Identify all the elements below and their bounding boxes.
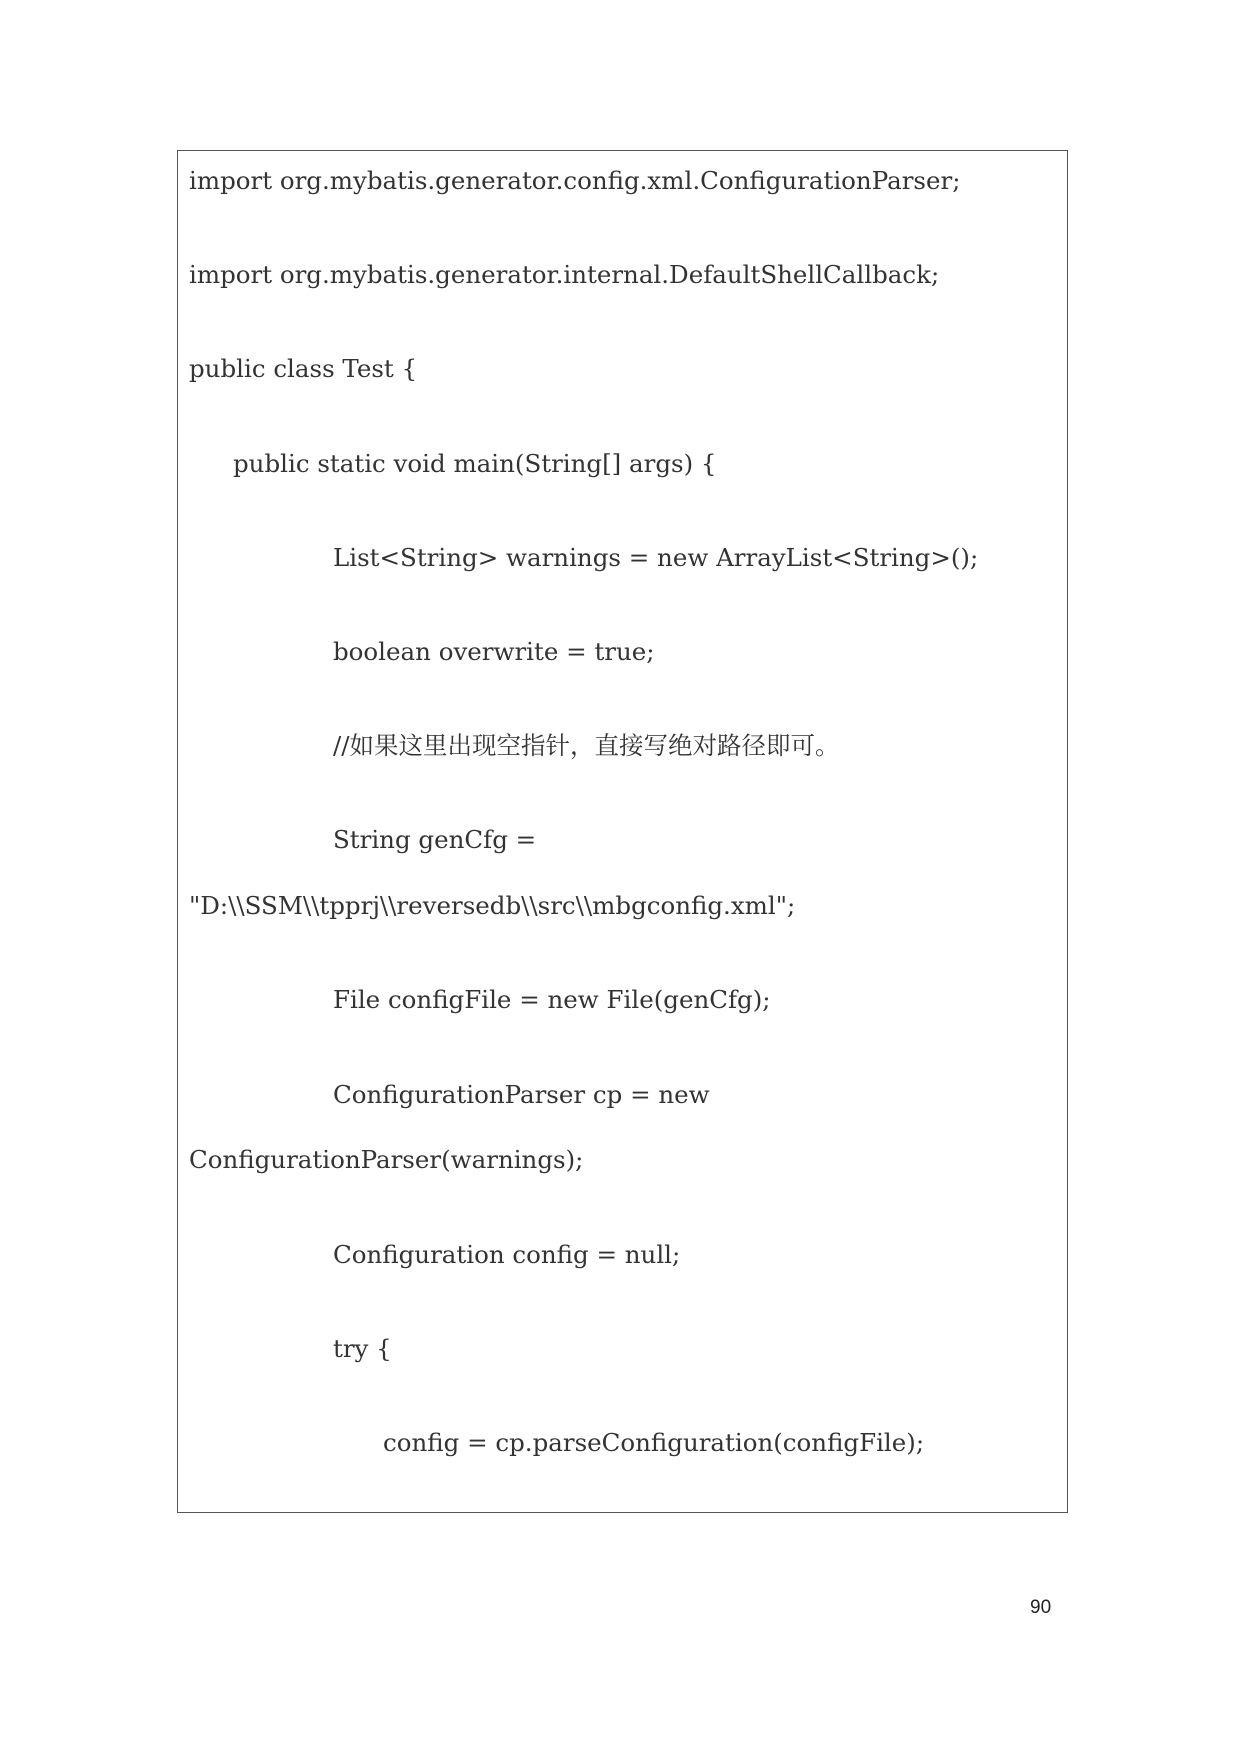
page-number: 90: [1030, 1597, 1052, 1618]
code-listing-box: [177, 150, 1068, 1513]
code-line: try {: [333, 1334, 392, 1363]
code-line: public class Test {: [189, 354, 418, 383]
code-comment-line: //如果这里出现空指针，直接写绝对路径即可。: [333, 731, 840, 760]
code-line: String genCfg =: [333, 825, 537, 854]
code-line: File configFile = new File(genCfg);: [333, 985, 771, 1014]
code-line: import org.mybatis.generator.config.xml.ConfigurationParser;: [189, 166, 961, 195]
code-line: import org.mybatis.generator.internal.DefaultShellCallback;: [189, 260, 940, 289]
code-line: public static void main(String[] args) {: [233, 449, 717, 478]
code-line: boolean overwrite = true;: [333, 637, 655, 666]
code-line: "D:\\SSM\\tpprj\\reversedb\\src\\mbgconfig.xml";: [189, 891, 796, 920]
code-line: ConfigurationParser cp = new: [333, 1080, 710, 1109]
code-line: List<String> warnings = new ArrayList<String>();: [333, 543, 979, 572]
code-line: config = cp.parseConfiguration(configFile);: [383, 1428, 925, 1457]
code-line: Configuration config = null;: [333, 1240, 681, 1269]
code-line: ConfigurationParser(warnings);: [189, 1145, 584, 1174]
